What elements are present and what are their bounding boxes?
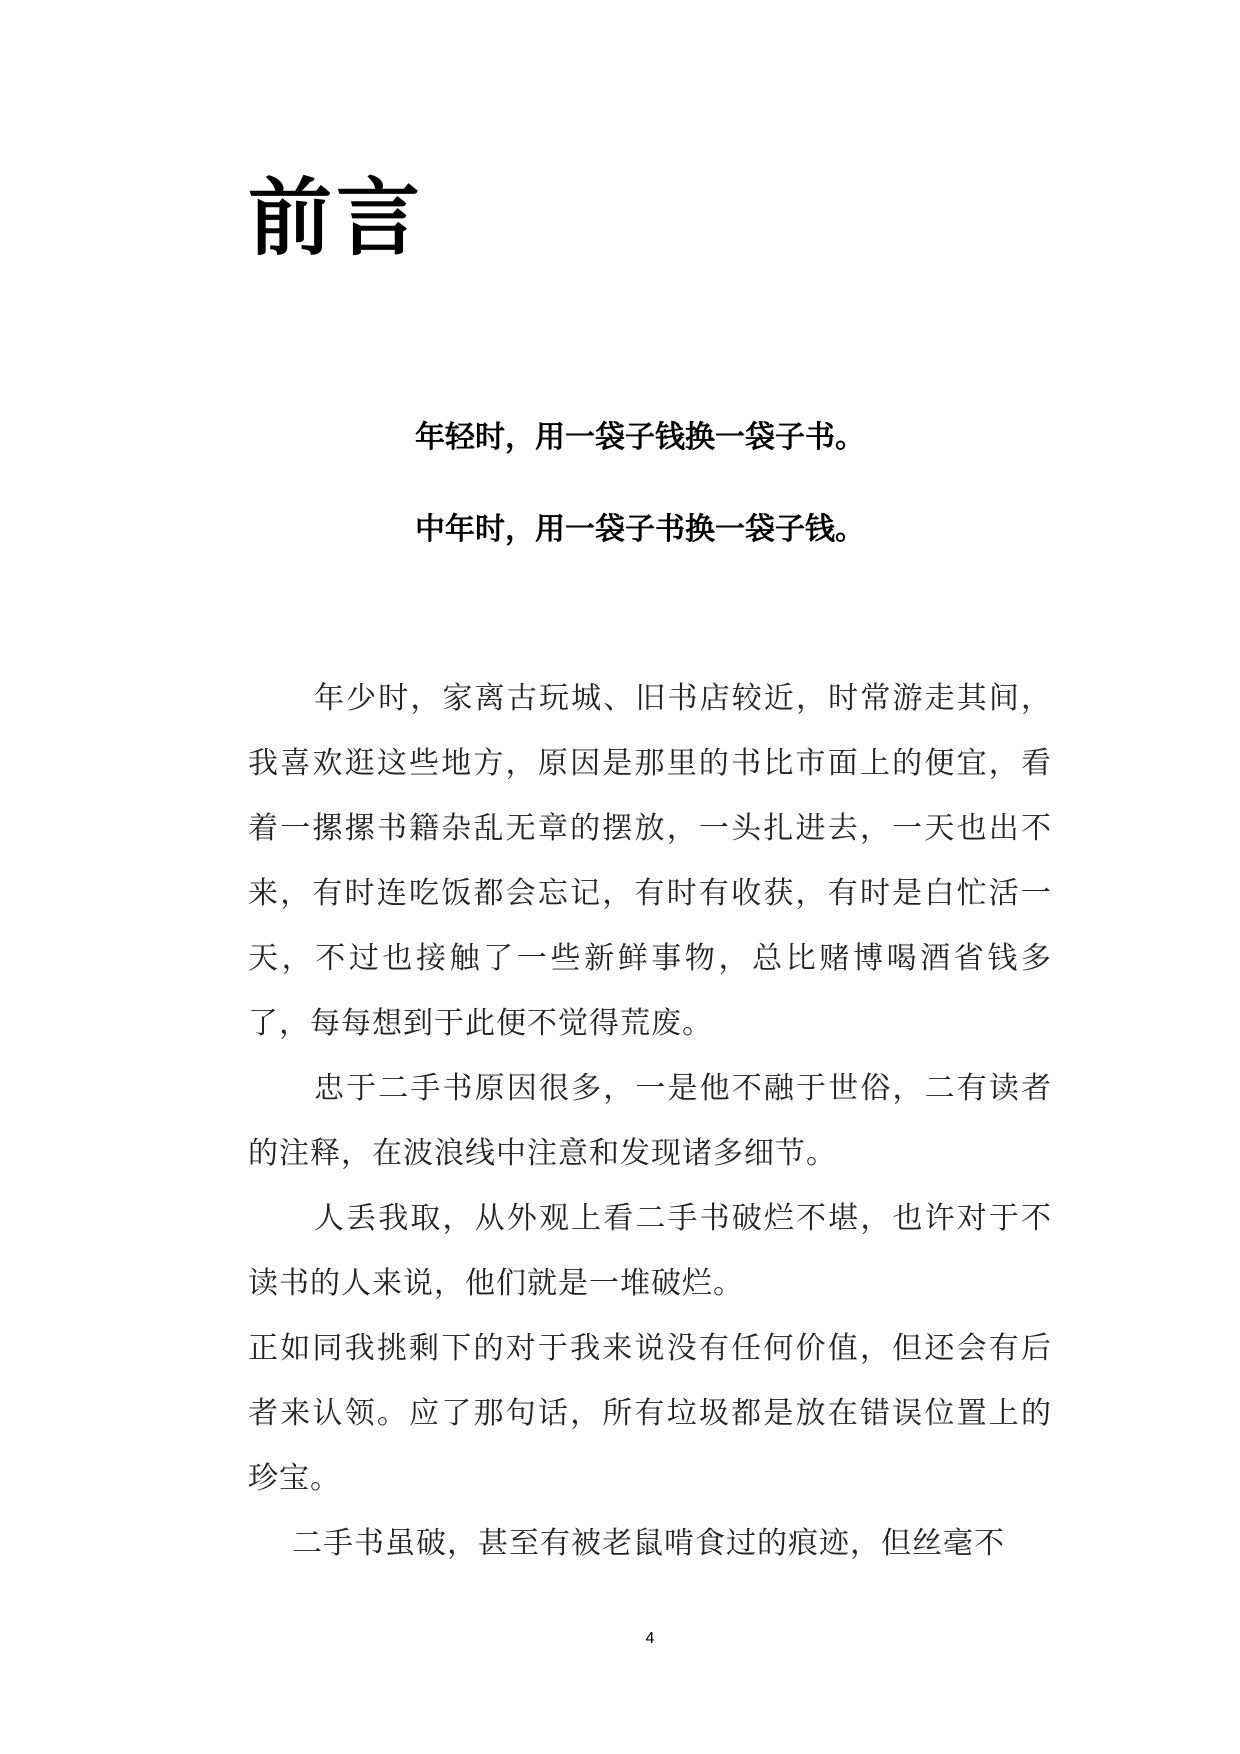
paragraph-4: 正如同我挑剩下的对于我来说没有任何价值，但还会有后者来认领。应了那句话，所有垃圾都是放在错误位置上的珍宝。 [248, 1331, 1052, 1496]
paragraph-2: 忠于二手书原因很多，一是他不融于世俗，二有读者的注释，在波浪线中注意和发现诸多细节。 [248, 1071, 1052, 1171]
paragraph-1: 年少时，家离古玩城、旧书店较近，时常游走其间，我喜欢逛这些地方，原因是那里的书比市面上的便宜，看着一摞摞书籍杂乱无章的摆放，一头扎进去，一天也出不来，有时连吃饭都会忘记，有时有收获，有时是白忙活一天，不过也接触了一些新鲜事物，总比赌博喝酒省钱多了，每每想到于此便不觉得荒废。 [248, 681, 1052, 1041]
page-title: 前言 [248, 168, 425, 267]
epigraph-line-2: 中年时，用一袋子书换一袋子钱。 [415, 512, 865, 547]
paragraph-3: 人丢我取，从外观上看二手书破烂不堪，也许对于不读书的人来说，他们就是一堆破烂。 [248, 1201, 1052, 1301]
body-text [248, 666, 1052, 1576]
page-number: 4 [645, 1630, 655, 1647]
epigraph-line-1: 年轻时，用一袋子钱换一袋子书。 [415, 420, 865, 455]
paragraph-5: 二手书虽破，甚至有被老鼠啃食过的痕迹，但丝毫不 [292, 1526, 1005, 1561]
